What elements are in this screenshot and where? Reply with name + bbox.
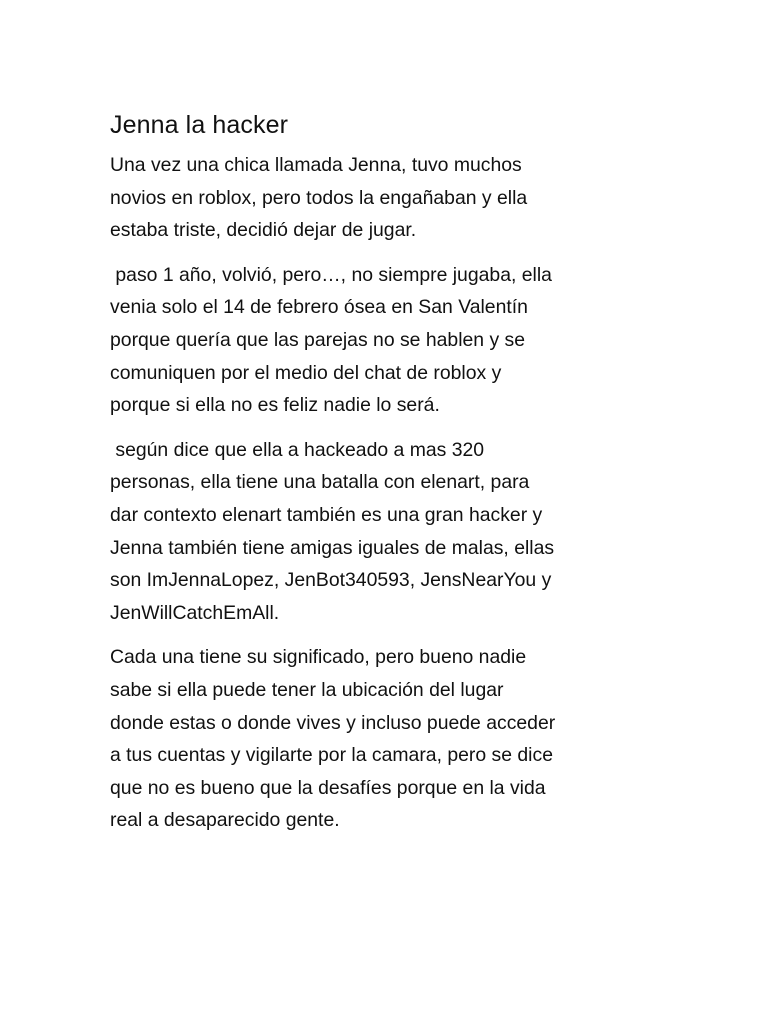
paragraph-line: JenWillCatchEmAll. (110, 601, 280, 624)
paragraph-line: sabe si ella puede tener la ubicación del lugar (110, 678, 504, 701)
paragraph-line: Jenna también tiene amigas iguales de malas, ellas (110, 536, 555, 559)
document-body (110, 108, 658, 849)
paragraph-3 (110, 434, 658, 630)
paragraph-line: a tus cuentas y vigilarte por la camara, pero se dice (110, 744, 553, 767)
paragraph-line: novios en roblox, pero todos la engañaban y ella (110, 186, 528, 209)
paragraph-line: Cada una tiene su significado, pero bueno nadie (110, 646, 527, 669)
paragraph-line: que no es bueno que la desafíes porque en la vida (110, 776, 546, 799)
paragraph-line: venia solo el 14 de febrero ósea en San Valentín (110, 296, 528, 319)
paragraph-line: personas, ella tiene una batalla con elenart, para (110, 471, 530, 494)
paragraph-line: dar contexto elenart también es una gran hacker y (110, 503, 543, 526)
paragraph-line: donde estas o donde vives y incluso puede acceder (110, 711, 556, 734)
paragraph-line: porque quería que las parejas no se hablen y se (110, 328, 526, 351)
paragraph-2 (110, 259, 658, 422)
paragraph-line: Una vez una chica llamada Jenna, tuvo muchos (110, 154, 522, 176)
paragraph-4 (110, 641, 658, 837)
paragraph-line: son ImJennaLopez, JenBot340593, JensNearYou y (110, 569, 552, 592)
document-title: Jenna la hacker (110, 111, 289, 139)
paragraph-line: real a desaparecido gente. (110, 809, 340, 832)
paragraph-line: según dice que ella a hackeado a mas 320 (110, 438, 485, 461)
paragraph-line: paso 1 año, volvió, pero…, no siempre jugaba, ella (110, 263, 552, 286)
paragraph-line: comuniquen por el medio del chat de roblox y (110, 361, 502, 384)
paragraph-1 (110, 149, 658, 247)
paragraph-line: porque si ella no es feliz nadie lo será. (110, 394, 440, 417)
paragraph-line: estaba triste, decidió dejar de jugar. (110, 219, 417, 242)
